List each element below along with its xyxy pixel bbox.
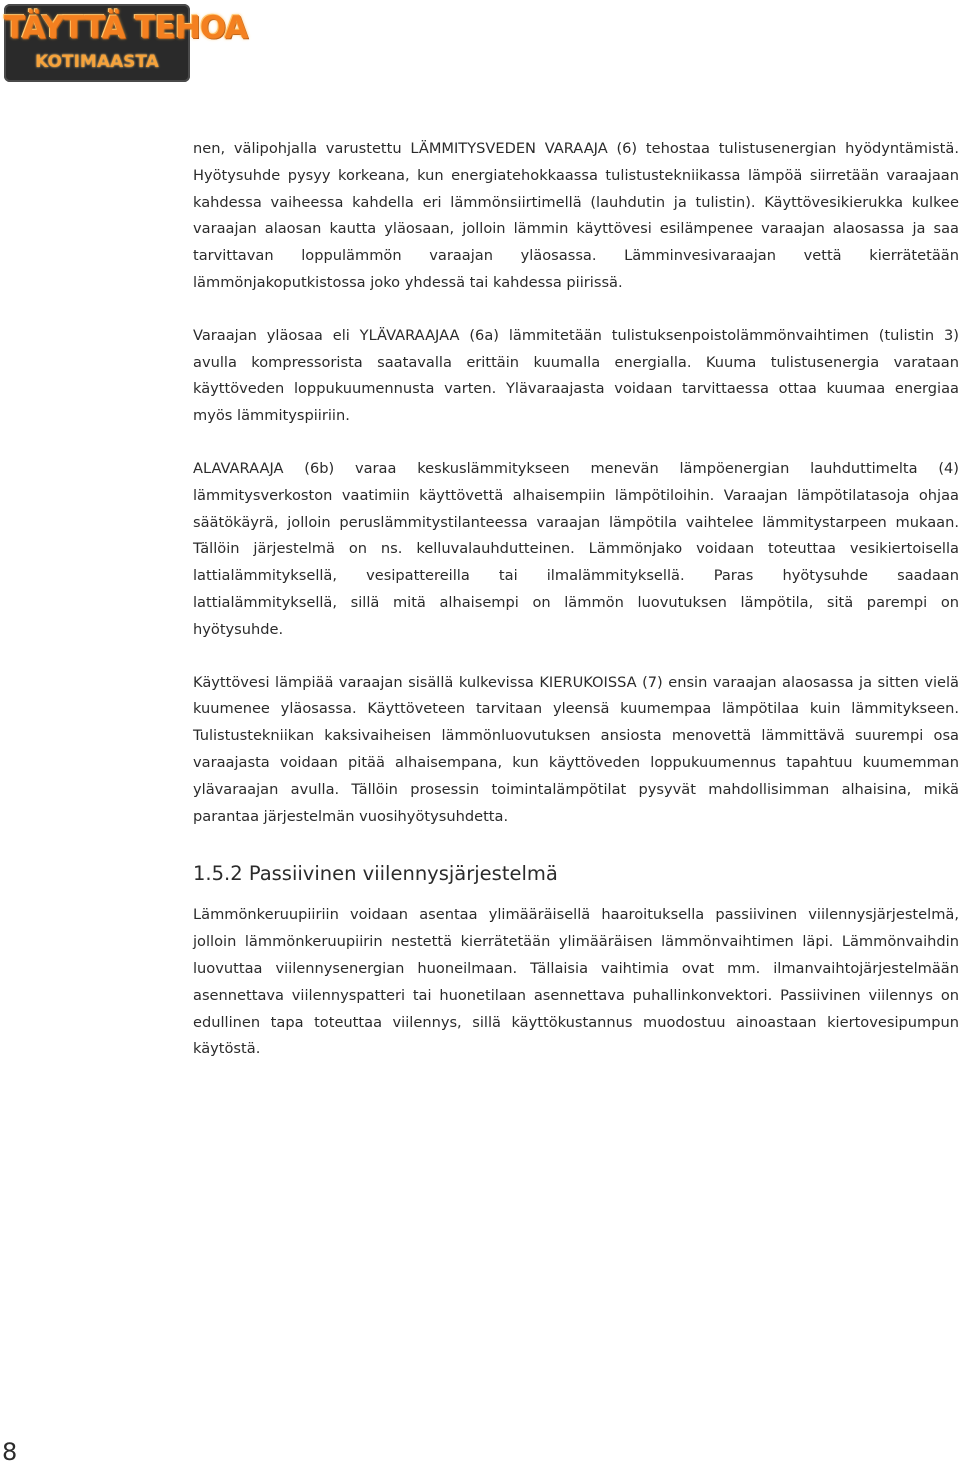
- paragraph-lower-tank: ALAVARAAJA (6b) varaa keskuslämmitykseen menevän lämpöenergian lauhduttimelta (4) lämmitysverkoston vaatimiin käyttövettä alhaisempiin lämpötiloihin. Varaajan lämpötilatasoja ohjaa säätökäyrä, jolloin peruslämmitystilanteessa varaajan lämpötila vaihtelee lämmitystarpeen mukaan. Tällöin järjestelmä on ns. kelluvalauhdutteinen. Lämmönjako voidaan toteuttaa vesikiertoisella lattialämmityksellä, vesipattereilla tai ilmalämmityksellä. Paras hyötysuhde saadaan lattialämmityksellä, sillä mitä alhaisempi on lämmön luovutuksen lämpötila, sitä parempi on hyötysuhde.: [193, 459, 959, 638]
- brand-logo: [4, 4, 248, 82]
- paragraph-intro: nen, välipohjalla varustettu LÄMMITYSVEDEN VARAAJA (6) tehostaa tulistusenergian hyödyntämistä. Hyötysuhde pysyy korkeana, kun energiatehokkaassa tulistustekniikassa lämpöä siirretään varaajaan kahdessa vaiheessa kahdella eri lämmönsiirtimellä (lauhdutin ja tulistin). Käyttövesikierukka kulkee varaajan alaosan kautta yläosaan, jolloin lämmin käyttövesi esilämpenee varaajan alaosassa ja saa tarvittavan loppulämmön varaajan yläosassa. Lämminvesivaraajan vettä kierrätetään lämmönjakoputkistossa joko yhdessä tai kahdessa piirissä.: [193, 140, 959, 291]
- page-number: 8: [2, 1438, 18, 1466]
- paragraph-upper-tank: Varaajan yläosaa eli YLÄVARAAJAA (6a) lämmitetään tulistuksenpoistolämmönvaihtimen (tulistin 3) avulla kompressorista saatavalla erittäin kuumalla energialla. Kuuma tulistusenergia varataan käyttöveden loppukuumennusta varten. Ylävaraajasta voidaan tarvittaessa ottaa kuumaa energiaa myös lämmityspiiriin.: [193, 326, 959, 425]
- paragraph-coils: Käyttövesi lämpiää varaajan sisällä kulkevissa KIERUKOISSA (7) ensin varaajan alaosassa ja sitten vielä kuumenee yläosassa. Käyttöveteen tarvitaan yleensä kuumempaa lämpötilaa kuin lämmitykseen. Tulistustekniikan kaksivaiheisen lämmönluovutuksen ansiosta menovettä lämmittävä suurempi osa varaajasta voidaan pitää alhaisempana, kun käyttöveden loppukuumennus tapahtuu kuumemman ylävaraajan avulla. Tällöin prosessin toimintalämpötilat pysyvät mahdollisimman alhaisina, mikä parantaa järjestelmän vuosihyötysuhdetta.: [193, 673, 959, 825]
- logo-subtitle: KOTIMAASTA: [35, 52, 159, 72]
- document-body: [193, 136, 959, 1089]
- paragraph-passive-cooling: Lämmönkeruupiiriin voidaan asentaa ylimääräisellä haaroituksella passiivinen viilennysjärjestelmä, jolloin lämmönkeruupiirin nestettä kierrätetään ylimääräisen lämmönvaihtimen läpi. Lämmönvaihdin luovuttaa viilennysenergian huoneilmaan. Tällaisia vaihtimia ovat mm. ilmanvaihtojärjestelmään asennettava viilennyspatteri tai huonetilaan asennettava puhallinkonvektori. Passiivinen viilennys on edullinen tapa toteuttaa viilennys, sillä käyttökustannus muodostuu ainoastaan kiertovesipumpun käytöstä.: [193, 906, 959, 1058]
- logo-title: TÄYTTÄ TEHOA: [4, 10, 248, 46]
- section-heading: 1.5.2 Passiivinen viilennysjärjestelmä: [193, 862, 558, 886]
